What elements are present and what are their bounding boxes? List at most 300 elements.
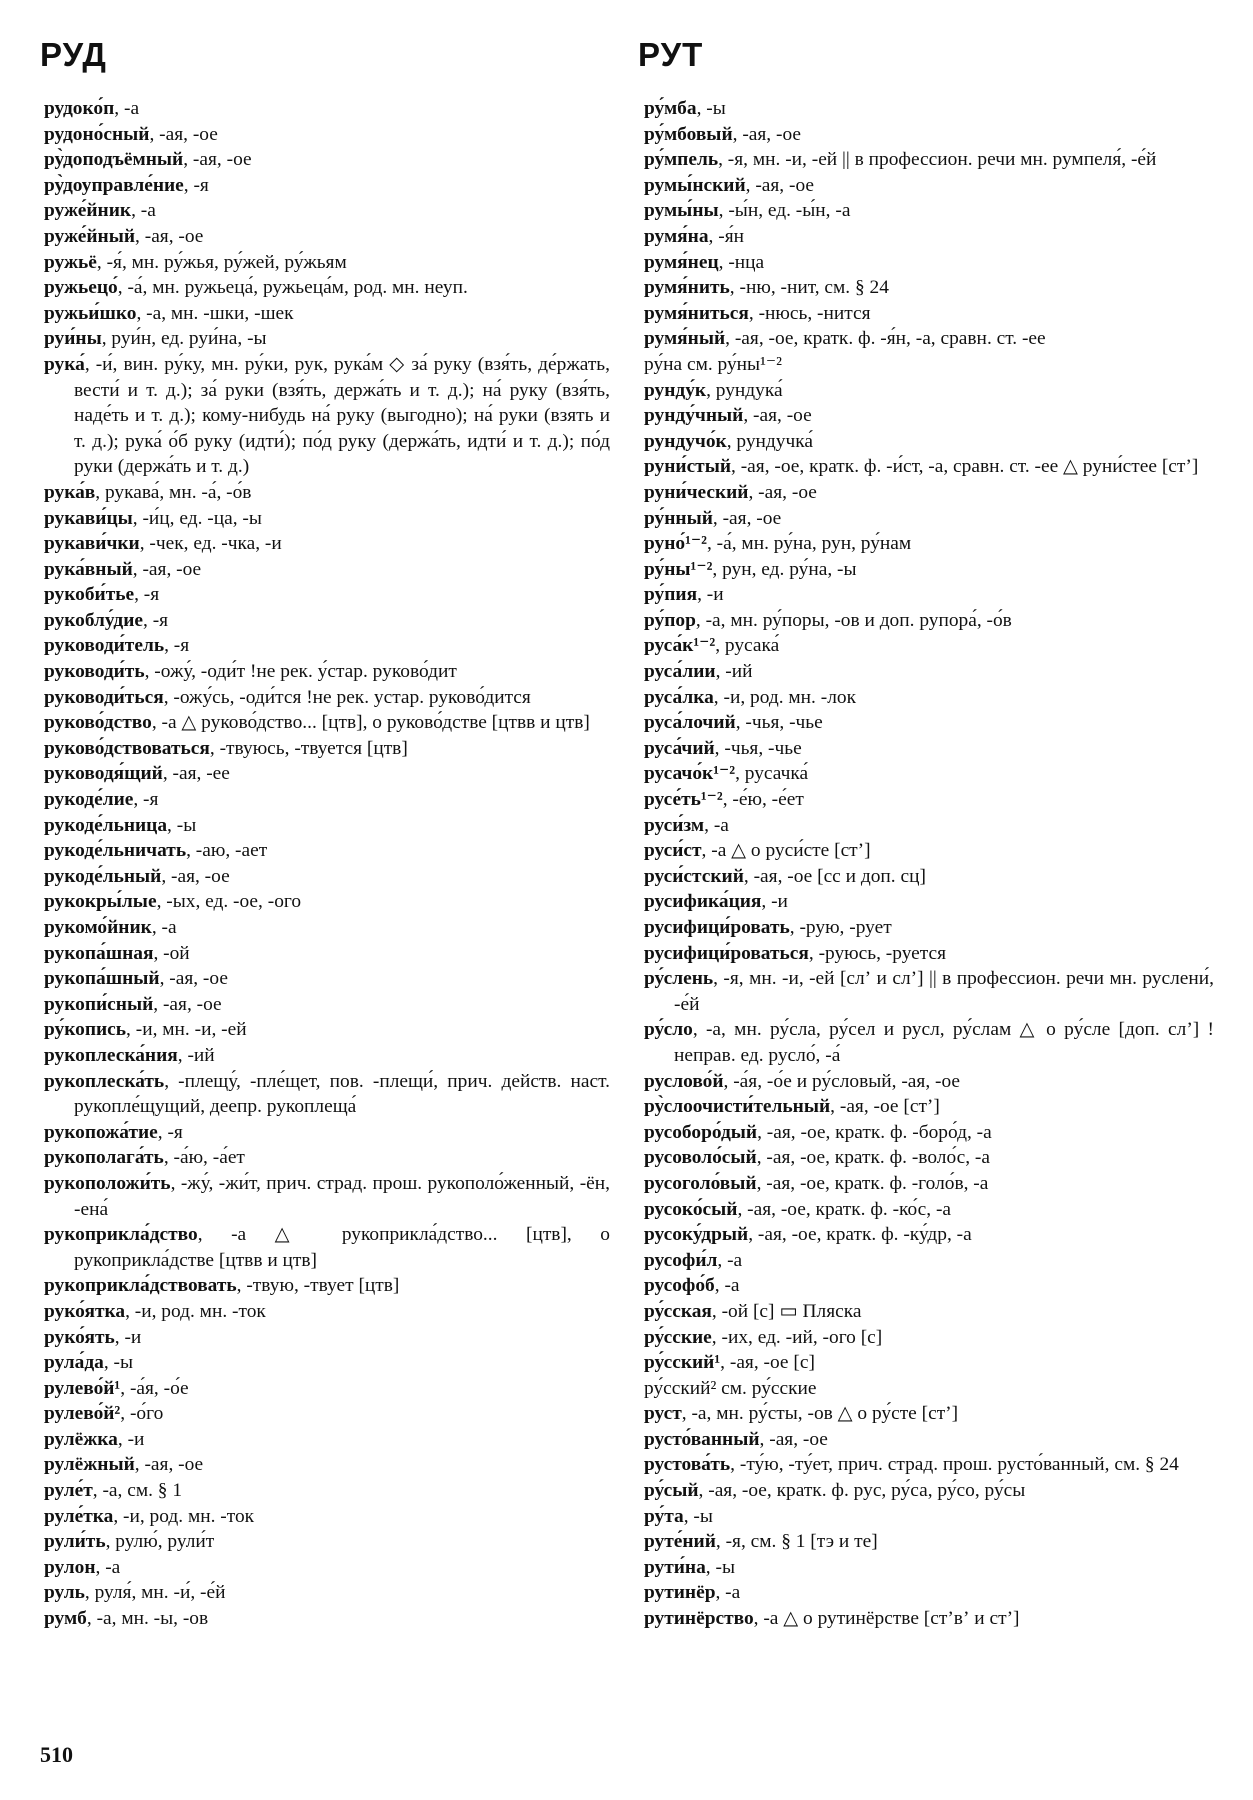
entry-headword: румы́ны <box>644 200 719 222</box>
dictionary-entry <box>44 352 610 480</box>
dictionary-entry <box>644 582 1214 608</box>
dictionary-entry <box>644 761 1214 787</box>
dictionary-entry <box>44 1171 610 1222</box>
entry-body: , -ая, -ое <box>149 123 218 145</box>
dictionary-entry <box>644 1555 1214 1581</box>
dictionary-entry <box>44 1580 610 1606</box>
entry-headword: ру̀доподъёмный <box>44 149 184 171</box>
entry-headword: рулон <box>44 1556 96 1578</box>
entry-headword: ру́мба <box>644 98 697 119</box>
entry-body: , рундука́ <box>706 379 783 401</box>
entry-body: , -ой [с] ▭ Пляска <box>711 1300 862 1322</box>
entry-body: , -а, мн. -шки, -шек <box>136 302 294 324</box>
entry-body: , -а́ю, -а́ет <box>163 1147 245 1169</box>
dictionary-entry <box>644 1504 1214 1530</box>
entry-body: , -а, мн. -ы, -ов <box>86 1608 209 1630</box>
dictionary-entry <box>644 1273 1214 1299</box>
dictionary-entry <box>44 1222 610 1273</box>
entry-body: , -ая, -ее <box>162 763 230 785</box>
entry-body: , -и, мн. -и, -ей <box>126 1019 247 1041</box>
entry-body: , -плещу́, -пле́щет, пов. -плещи́, прич. действ. наст. рукопле́щущий, деепр. рукоплеща́ <box>74 1070 610 1118</box>
entry-body: , -ы <box>683 1505 713 1527</box>
entry-body: , -е́ю, -е́ет <box>722 789 804 811</box>
dictionary-entry <box>644 506 1214 532</box>
entry-body: , -ая, -ое, кратк. ф. -воло́с, -а <box>756 1147 990 1169</box>
entry-headword: руково́дство <box>44 712 152 734</box>
entry-body: , -я́, мн. ру́жья, ру́жей, ру́жьям <box>96 251 347 273</box>
dictionary-entry <box>44 864 610 890</box>
right-column <box>644 96 1214 1632</box>
dictionary-entry <box>44 198 610 224</box>
dictionary-entry <box>44 224 610 250</box>
entry-headword: рукоположи́ть <box>44 1172 171 1194</box>
entry-headword: руле́т <box>44 1480 93 1502</box>
entry-body: , -и, род. мн. -лок <box>713 686 857 708</box>
entry-headword: руководи́тель <box>44 635 165 657</box>
dictionary-entry <box>44 1478 610 1504</box>
dictionary-entry <box>644 1222 1214 1248</box>
entry-headword: рукомо́йник <box>44 917 152 938</box>
dictionary-entry <box>44 787 610 813</box>
entry-body: , -я <box>134 584 160 606</box>
dictionary-entry <box>644 1299 1214 1325</box>
dictionary-entry <box>44 96 610 122</box>
entry-body: , -ая, -ое <box>745 174 814 196</box>
entry-body: , -и <box>117 1428 145 1450</box>
entry-body: , -и, род. мн. -ток <box>113 1505 255 1527</box>
dictionary-entry <box>644 429 1214 455</box>
entry-body: , -о́го <box>120 1403 164 1425</box>
entry-headword: русто́ванный <box>644 1428 760 1450</box>
entry-body: ру́сский² см. ру́сские <box>644 1377 817 1399</box>
entry-headword: русофи́л <box>644 1249 718 1271</box>
entry-body: , -ая, -ое <box>743 405 812 427</box>
entry-body: , русака́ <box>715 635 780 657</box>
entry-body: , -ы <box>696 98 726 119</box>
entry-headword: рука́вный <box>44 558 133 580</box>
entry-headword: ру́мпель <box>644 149 719 171</box>
entry-headword: руни́ческий <box>644 481 749 503</box>
dictionary-entry <box>644 864 1214 890</box>
entry-body: , -чек, ед. -чка, -и <box>139 533 282 555</box>
dictionary-entry <box>644 1427 1214 1453</box>
dictionary-entry <box>44 1529 610 1555</box>
dictionary-entry <box>44 1427 610 1453</box>
entry-headword: ру́пор <box>644 609 696 631</box>
entry-headword: руководи́ть <box>44 661 145 683</box>
dictionary-entry <box>44 736 610 762</box>
entry-body: , -а <box>714 1275 740 1297</box>
entry-body: , -ая, -ое <box>159 968 228 990</box>
dictionary-entry <box>644 250 1214 276</box>
entry-body: , -ая, -ое, кратк. ф. -и́ст, -а, сравн. ст. -ее △ руни́стее [стʼ] <box>731 456 1199 478</box>
entry-headword: руко́ятка <box>44 1300 126 1322</box>
dictionary-entry <box>644 1401 1214 1427</box>
entry-body: , -ожу́, -оди́т !не рек. у́стар. руково́дит <box>144 661 457 683</box>
dictionary-entry <box>44 915 610 941</box>
entry-body: , -а △ о руси́сте [стʼ] <box>701 840 871 862</box>
entry-body: , -твуюсь, -твуется [цтв] <box>209 737 408 759</box>
dictionary-entry <box>44 659 610 685</box>
entry-headword: ру́сские <box>644 1326 712 1348</box>
entry-body: , -ая, -ое <box>153 993 222 1015</box>
entry-body: , -ту́ю, -ту́ет, прич. страд. прош. русто́ванный, см. § 24 <box>730 1454 1179 1476</box>
dictionary-entry <box>644 608 1214 634</box>
entry-headword: рулёжный <box>44 1454 135 1476</box>
dictionary-entry <box>644 301 1214 327</box>
entry-body: , -а, мн. ру́сла, ру́сел и русл, ру́слам △ о ру́сле [доп. слʼ] !неправ. ед. русло́, -а́ <box>674 1019 1214 1066</box>
entry-body: , -ню, -нит, см. § 24 <box>729 277 889 299</box>
dictionary-entry <box>44 1606 610 1632</box>
dictionary-entry <box>44 608 610 634</box>
dictionary-entry <box>44 326 610 352</box>
entry-headword: руль <box>44 1582 85 1604</box>
dictionary-entry <box>44 480 610 506</box>
dictionary-entry <box>44 1120 610 1146</box>
dictionary-entry <box>44 838 610 864</box>
dictionary-entry <box>644 352 1214 378</box>
entry-headword: ру́сский¹ <box>644 1352 721 1374</box>
dictionary-entry <box>644 1069 1214 1095</box>
entry-headword: русоволо́сый <box>644 1147 757 1169</box>
entry-headword: руст <box>644 1403 682 1425</box>
dictionary-entry <box>44 531 610 557</box>
entry-headword: ру́копись <box>44 1019 127 1041</box>
dictionary-entry <box>44 992 610 1018</box>
dictionary-entry <box>644 378 1214 404</box>
dictionary-entry <box>644 1606 1214 1632</box>
entry-headword: рулёжка <box>44 1428 118 1450</box>
entry-body: , -и <box>761 891 788 913</box>
entry-headword: руси́ст <box>644 840 702 862</box>
entry-body: , -чья, -чье <box>714 737 802 759</box>
dictionary-entry <box>644 1017 1214 1068</box>
entry-headword: рулево́й¹ <box>44 1377 121 1399</box>
entry-headword: рудоно́сный <box>44 123 150 145</box>
entry-headword: русоко́сый <box>644 1198 738 1220</box>
dictionary-entry <box>44 275 610 301</box>
entry-headword: русифика́ция <box>644 891 762 913</box>
entry-body: , -ая, -ое [стʼ] <box>830 1096 940 1118</box>
dictionary-entry <box>644 557 1214 583</box>
entry-headword: рукоде́льный <box>44 865 162 887</box>
entry-headword: рули́ть <box>44 1531 106 1553</box>
entry-body: , -ожу́сь, -оди́тся !не рек. устар. руково́дится <box>163 686 531 708</box>
dictionary-entry <box>644 915 1214 941</box>
entry-headword: румя́ниться <box>644 302 749 324</box>
entry-body: , -ы́н, ед. -ы́н, -а <box>718 200 851 222</box>
entry-headword: рулево́й² <box>44 1403 121 1425</box>
entry-headword: руте́ний <box>644 1531 716 1553</box>
entry-headword: ру́сло <box>644 1019 693 1041</box>
dictionary-entry <box>44 557 610 583</box>
entry-headword: русоголо́вый <box>644 1172 757 1194</box>
entry-body: , -ая, -ое, кратк. ф. -ко́с, -а <box>737 1198 952 1220</box>
entry-headword: рука́в <box>44 481 96 503</box>
dictionary-entry <box>44 1069 610 1120</box>
entry-body: , -я <box>133 789 159 811</box>
entry-body: , -нца <box>718 251 765 273</box>
entry-body: , -жу́, -жи́т, прич. страд. прош. рукополо́женный, -ён, -ена́ <box>74 1172 610 1220</box>
dictionary-entry <box>644 1478 1214 1504</box>
entry-body: , -я, мн. -и, -ей [слʼ и слʼ] || в профессион. речи мн. руслени́, -е́й <box>674 968 1214 1015</box>
entry-body: , -я <box>164 635 190 657</box>
entry-headword: рукави́чки <box>44 533 140 555</box>
dictionary-entry <box>644 685 1214 711</box>
entry-body: , -ая, -ое, кратк. ф. рус, ру́са, ру́со, ру́сы <box>698 1480 1026 1502</box>
entry-headword: руно́¹⁻² <box>644 533 707 555</box>
entry-headword: руса́лии <box>644 661 716 683</box>
entry-body: , -ая, -ое <box>732 123 801 145</box>
entry-headword: рукоде́льница <box>44 814 168 836</box>
dictionary-entry <box>644 326 1214 352</box>
entry-body: , -и, род. мн. -ток <box>125 1300 266 1322</box>
entry-body: , -ая, -ое, кратк. ф. -боро́д, -а <box>757 1121 992 1143</box>
entry-headword: ру́слень <box>644 968 714 990</box>
entry-body: , -а △ руково́дство... [цтв], о руково́дстве [цтвв и цтв] <box>151 712 590 734</box>
entry-headword: руко́ять <box>44 1326 115 1348</box>
entry-body: , -а, мн. ру́сты, -ов △ о ру́сте [стʼ] <box>681 1403 959 1425</box>
entry-headword: руле́тка <box>44 1505 114 1527</box>
entry-body: , -а <box>131 200 156 222</box>
entry-headword: румб <box>44 1608 87 1630</box>
dictionary-entry <box>644 1120 1214 1146</box>
entry-body: , -ий <box>715 661 753 683</box>
dictionary-entry <box>44 1452 610 1478</box>
entry-body: , -а́я, -о́е и ру́словый, -ая, -ое <box>723 1070 961 1092</box>
entry-body: , рундучка́ <box>726 430 813 452</box>
entry-body: , -а, мн. ру́поры, -ов и доп. рупора́, -о́в <box>695 609 1012 631</box>
entry-body: , -ая, -ое <box>759 1428 828 1450</box>
entry-headword: руково́дствоваться <box>44 737 210 759</box>
dictionary-entry <box>644 1171 1214 1197</box>
entry-body: , -я <box>157 1121 183 1143</box>
dictionary-entry <box>44 582 610 608</box>
entry-headword: руси́зм <box>644 814 705 836</box>
entry-headword: рукокры́лые <box>44 891 157 913</box>
entry-headword: рукоби́тье <box>44 584 135 606</box>
entry-headword: руслово́й <box>644 1070 724 1092</box>
left-column <box>44 96 610 1632</box>
entry-body: , рукава́, мн. -а́, -о́в <box>95 481 252 503</box>
dictionary-entry <box>44 1325 610 1351</box>
entry-body: , -а △ о рутинёрстве [стʼвʼ и стʼ] <box>753 1608 1020 1630</box>
dictionary-entry <box>644 275 1214 301</box>
entry-headword: рукопа́шная <box>44 942 154 964</box>
dictionary-entry <box>644 454 1214 480</box>
dictionary-entry <box>644 224 1214 250</box>
running-head-right: РУТ <box>638 36 704 73</box>
dictionary-entry <box>644 1325 1214 1351</box>
running-head-left: РУД <box>40 36 107 73</box>
entry-body: , -ая, -ое <box>134 1454 204 1476</box>
entry-headword: рудоко́п <box>44 98 115 119</box>
dictionary-entry <box>644 147 1214 173</box>
dictionary-entry <box>644 710 1214 736</box>
dictionary-entry <box>644 480 1214 506</box>
entry-body: , -нюсь, -нится <box>748 302 871 324</box>
entry-body: , -я <box>143 609 169 631</box>
entry-headword: руса́лочий <box>644 712 736 734</box>
entry-headword: русоку́дрый <box>644 1224 749 1246</box>
entry-headword: ру̀слоочисти́тельный <box>644 1096 831 1118</box>
dictionary-entry <box>644 941 1214 967</box>
entry-body: , -ая, -ое <box>135 225 204 247</box>
entry-headword: руни́стый <box>644 456 732 478</box>
entry-headword: рукоде́лие <box>44 789 134 811</box>
dictionary-entry <box>644 1529 1214 1555</box>
dictionary-entry <box>44 1299 610 1325</box>
entry-body: , -их, ед. -ий, -ого [с] <box>711 1326 883 1348</box>
entry-headword: румы́нский <box>644 174 746 196</box>
entry-headword: ру́мбовый <box>644 123 733 145</box>
entry-headword: ру́та <box>644 1505 684 1527</box>
entry-headword: румя́ный <box>644 328 726 350</box>
entry-headword: ру́пия <box>644 584 698 606</box>
entry-headword: русофо́б <box>644 1275 715 1297</box>
entry-body: , -я <box>183 174 209 196</box>
entry-headword: ружьецо́ <box>44 277 118 299</box>
entry-headword: русоборо́дый <box>644 1121 758 1143</box>
entry-headword: руса́к¹⁻² <box>644 635 716 657</box>
dictionary-entry <box>44 1145 610 1171</box>
dictionary-entry <box>44 1504 610 1530</box>
entry-body: , -а́я, -о́е <box>120 1377 189 1399</box>
entry-body: , рун, ед. ру́на, -ы <box>712 558 857 580</box>
entry-headword: русифици́ровать <box>644 917 790 938</box>
entry-body: , -ая, -ое [с] <box>720 1352 815 1374</box>
entry-body: , -ы <box>167 814 197 836</box>
entry-headword: руже́йник <box>44 200 132 222</box>
entry-body: , руи́н, ед. руи́на, -ы <box>101 328 267 350</box>
entry-body: , -ая, -ое <box>161 865 230 887</box>
dictionary-entry <box>644 1248 1214 1274</box>
entry-body: , -аю, -ает <box>186 840 268 862</box>
entry-headword: рукоде́льничать <box>44 840 187 862</box>
entry-headword: рунду́чный <box>644 405 744 427</box>
entry-headword: рукополага́ть <box>44 1147 164 1169</box>
entry-body: , -ая, -ое <box>712 507 782 529</box>
dictionary-entry <box>644 1452 1214 1478</box>
entry-body: , -ой <box>153 942 190 964</box>
entry-headword: рундучо́к <box>644 430 727 452</box>
dictionary-entry <box>644 838 1214 864</box>
entry-headword: руководи́ться <box>44 686 164 708</box>
dictionary-entry <box>44 173 610 199</box>
entry-headword: рустова́ть <box>644 1454 731 1476</box>
entry-headword: русе́ть¹⁻² <box>644 789 723 811</box>
dictionary-entry <box>44 966 610 992</box>
entry-body: , -ая, -ое <box>748 481 817 503</box>
entry-body: , -а <box>151 917 177 938</box>
dictionary-entry <box>644 889 1214 915</box>
entry-body: , -и <box>114 1326 142 1348</box>
entry-body: , -а, см. § 1 <box>92 1480 183 1502</box>
entry-body: , -а <box>717 1249 743 1271</box>
entry-headword: ру̀доуправле́ние <box>44 174 184 196</box>
entry-headword: рутинёр <box>644 1582 716 1604</box>
dictionary-entry <box>644 1197 1214 1223</box>
entry-body: , -ая, -ое, кратк. ф. -ку́др, -а <box>748 1224 972 1246</box>
dictionary-entry <box>44 1555 610 1581</box>
dictionary-entry <box>644 787 1214 813</box>
entry-body: , -ы <box>103 1352 134 1374</box>
entry-headword: рукави́цы <box>44 507 133 529</box>
entry-body: , -а́, мн. ружьеца́, ружьеца́м, род. мн. неуп. <box>117 277 468 299</box>
dictionary-entry <box>644 1580 1214 1606</box>
entry-body: , -я, см. § 1 [тэ и те] <box>715 1531 878 1553</box>
dictionary-entry <box>644 1145 1214 1171</box>
entry-body: , -а́, мн. ру́на, рун, ру́нам <box>706 533 912 555</box>
entry-headword: румя́на <box>644 225 709 247</box>
entry-body: , -а <box>715 1582 741 1604</box>
entry-body: , русачка́ <box>735 763 809 785</box>
entry-body: , -и́ц, ед. -ца, -ы <box>132 507 262 529</box>
entry-body: , -ы <box>705 1556 735 1578</box>
entry-headword: рука́ <box>44 353 85 375</box>
page-number: 510 <box>40 1742 73 1767</box>
dictionary-entry <box>644 1350 1214 1376</box>
entry-headword: русифици́роваться <box>644 942 809 964</box>
entry-headword: ру́нный <box>644 507 713 529</box>
entry-body: , -ая, -ое, кратк. ф. -голо́в, -а <box>756 1172 989 1194</box>
dictionary-entry <box>44 147 610 173</box>
entry-body: , -рую, -рует <box>789 917 892 938</box>
entry-headword: руи́ны <box>44 328 102 350</box>
entry-body: , -а <box>704 814 729 836</box>
dictionary-entry <box>644 531 1214 557</box>
dictionary-entry <box>44 1017 610 1043</box>
entry-body: , -ых, ед. -ое, -ого <box>156 891 302 913</box>
entry-headword: рукоплеска́ть <box>44 1070 165 1092</box>
entry-headword: рула́да <box>44 1352 104 1374</box>
entry-headword: руса́чий <box>644 737 715 759</box>
entry-headword: ру́сская <box>644 1300 712 1322</box>
entry-body: , -ая, -ое, кратк. ф. -я́н, -а, сравн. ст. -ее <box>725 328 1046 350</box>
dictionary-entry <box>44 1273 610 1299</box>
dictionary-entry <box>644 736 1214 762</box>
dictionary-entry <box>44 122 610 148</box>
entry-body: , -ая, -ое <box>183 149 252 171</box>
entry-headword: румя́нить <box>644 277 730 299</box>
dictionary-entry <box>44 1350 610 1376</box>
entry-body: , рулю́, рули́т <box>105 1531 215 1553</box>
entry-body: ру́на см. ру́ны¹⁻² <box>644 353 782 375</box>
entry-headword: рукопожа́тие <box>44 1121 158 1143</box>
entry-body: , -и́, вин. ру́ку, мн. ру́ки, рук, рука́м ◇ за́ руку (взя́ть, де́ржать, вести́ и т. д.); за́ руки (взя́ть, держа́ть и т. д.); на́ руку (взя́ть, наде́ть и т. д.); кому-нибудь на́ руку (выгодно); на́ руки (взять и т. д.); рука́ о́б руку (идти́); по́д руку (держа́ть, идти́ и т. д.); по́д руки (держа́ть и т. д.) <box>74 353 610 478</box>
entry-headword: русачо́к¹⁻² <box>644 763 736 785</box>
entry-body: , -а <box>114 98 140 119</box>
entry-body: , -я́н <box>708 225 744 247</box>
dictionary-entry <box>44 1401 610 1427</box>
dictionary-entry <box>644 659 1214 685</box>
entry-headword: рукоплеска́ния <box>44 1044 178 1066</box>
dictionary-entry <box>644 96 1214 122</box>
entry-headword: рутинёрство <box>644 1608 754 1630</box>
entry-headword: руже́йный <box>44 225 136 247</box>
dictionary-entry <box>44 301 610 327</box>
dictionary-entry <box>44 1043 610 1069</box>
dictionary-entry <box>644 966 1214 1017</box>
entry-headword: ру́сый <box>644 1480 699 1502</box>
entry-body: , -чья, -чье <box>735 712 823 734</box>
dictionary-entry <box>44 685 610 711</box>
entry-headword: рути́на <box>644 1556 706 1578</box>
entry-body: , -а <box>95 1556 121 1578</box>
dictionary-entry <box>644 633 1214 659</box>
dictionary-entry <box>644 813 1214 839</box>
dictionary-entry <box>44 710 610 736</box>
